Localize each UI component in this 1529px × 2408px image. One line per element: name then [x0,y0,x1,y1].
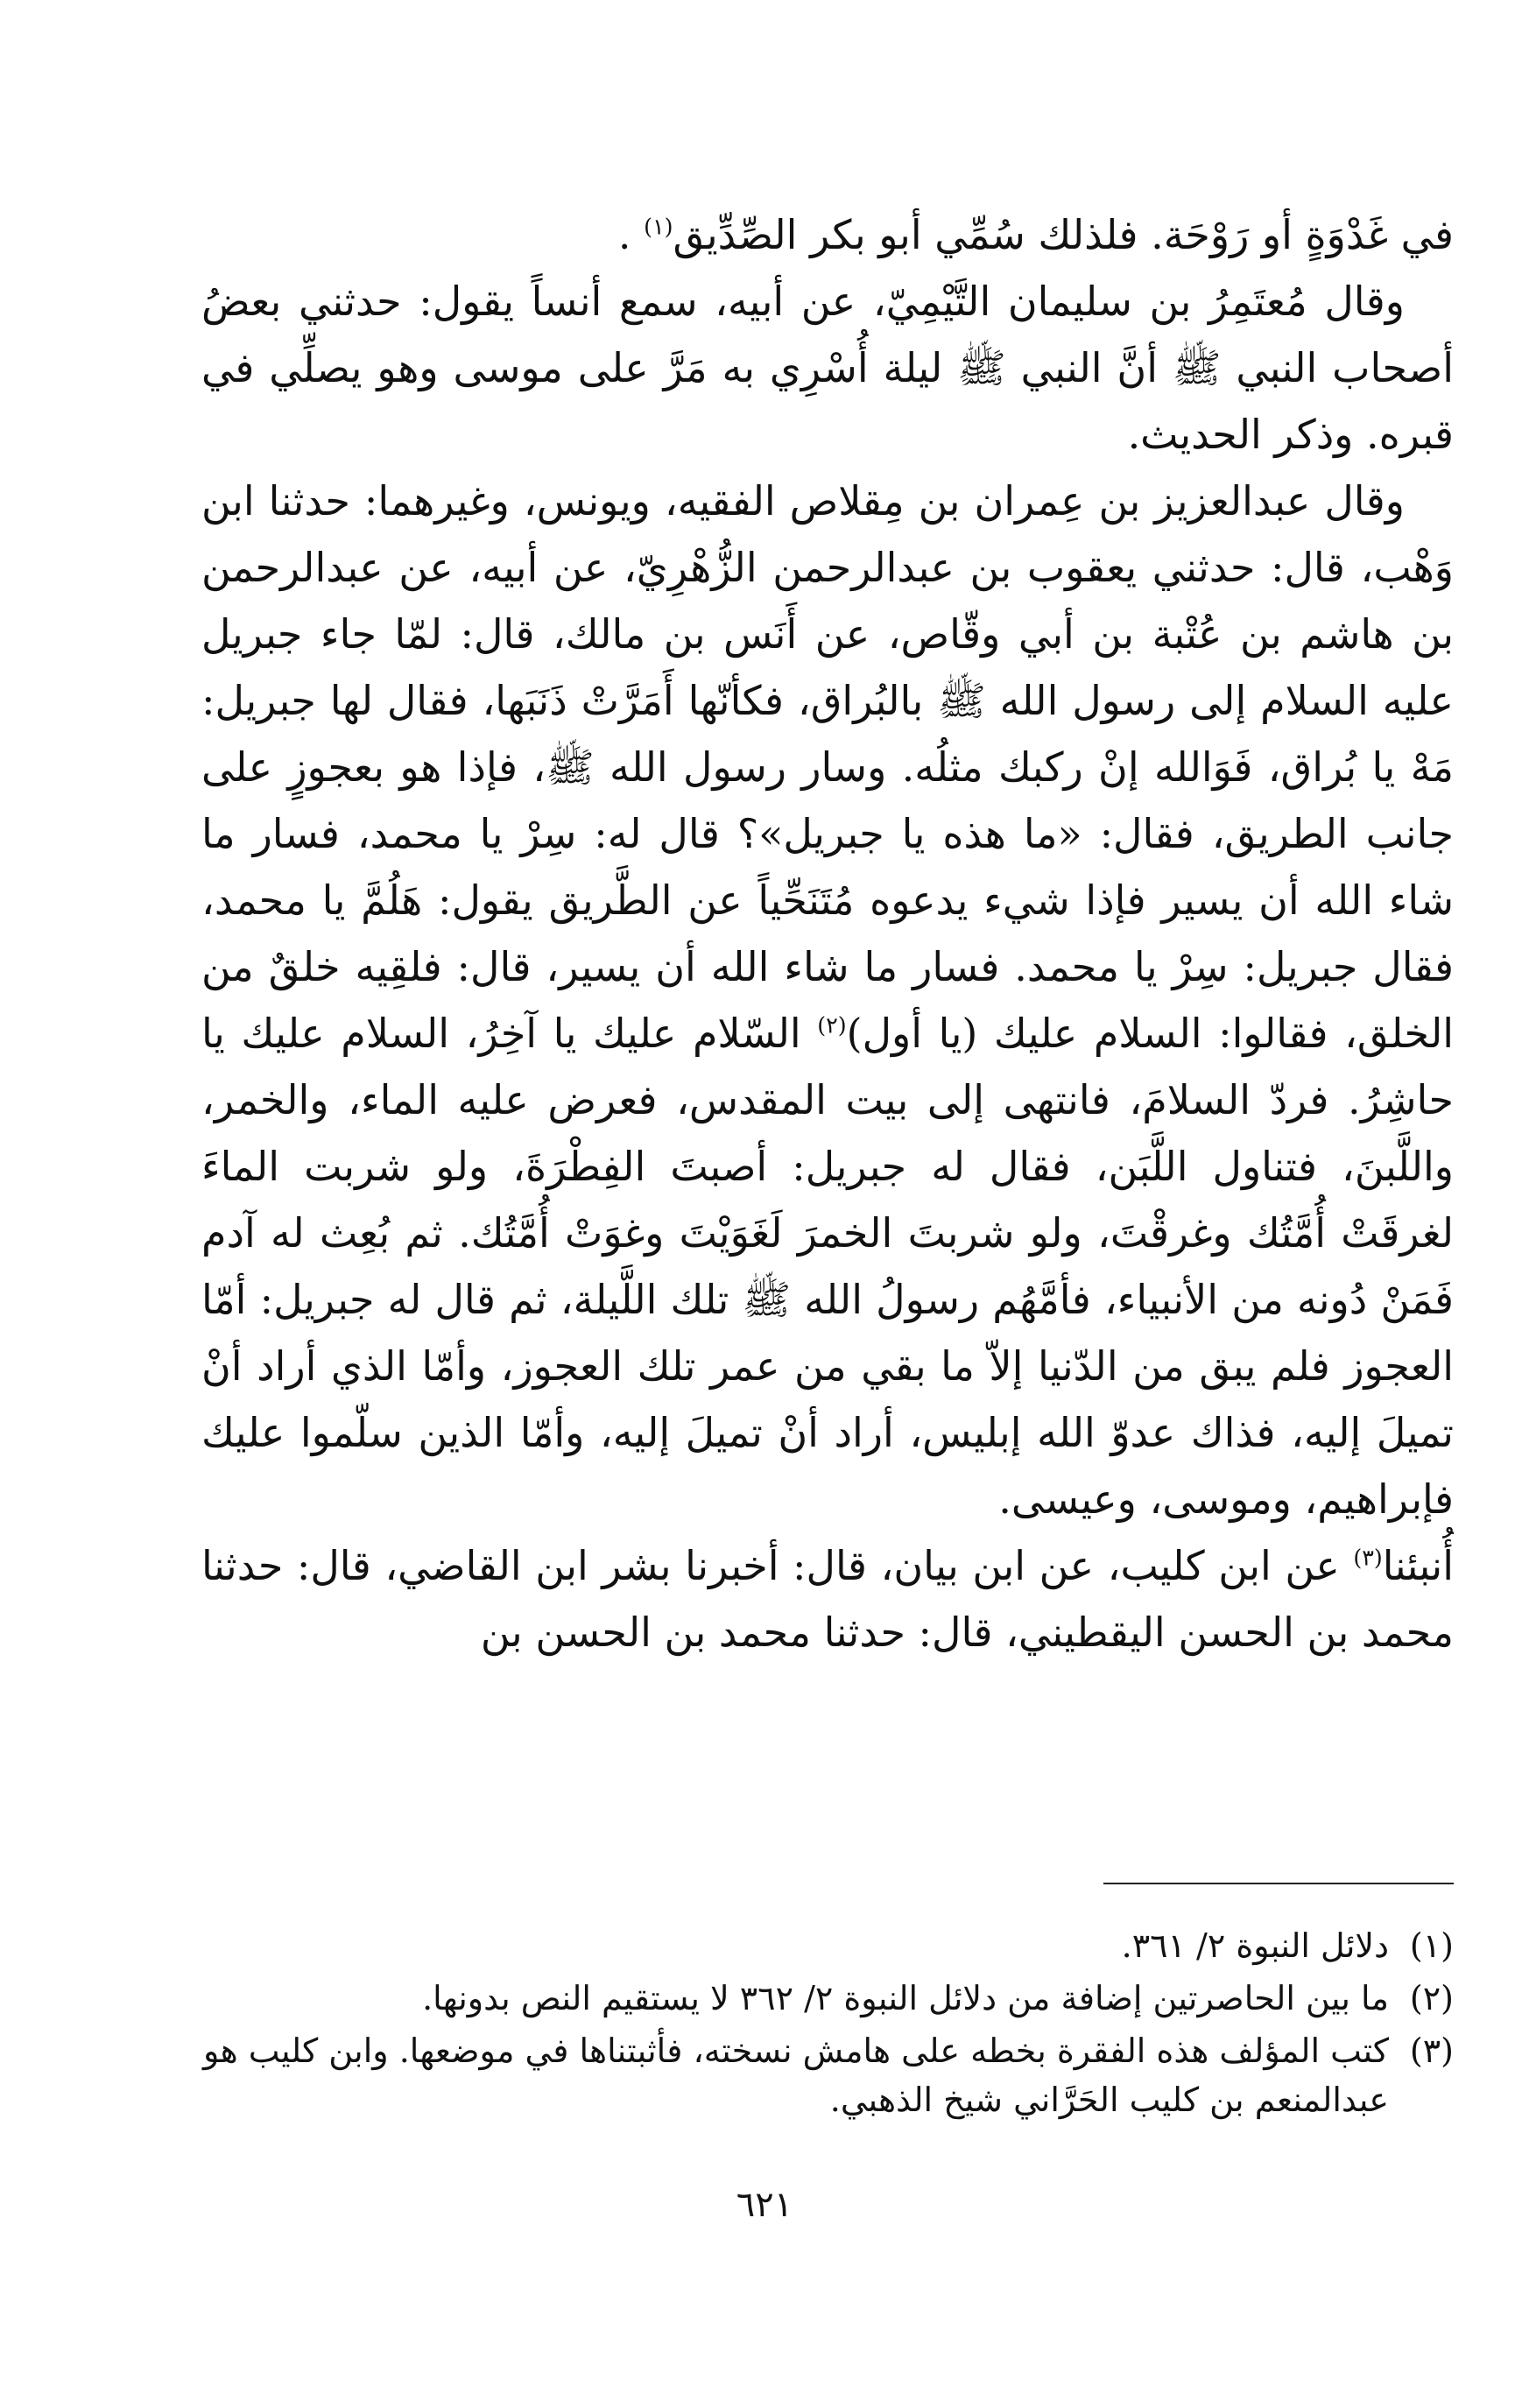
paragraph-text: . [617,211,645,258]
paragraph-4 [201,1532,1454,1665]
footnote-3 [201,2026,1454,2124]
paragraph-2 [201,268,1454,468]
footnote-1 [201,1921,1454,1970]
footnote-text: دلائل النبوة ٢/ ٣٦١. [1121,1926,1389,1965]
footnote-2 [201,1974,1454,2023]
page-number: ٦٢١ [736,2185,793,2225]
footnote-separator [1103,1883,1454,1884]
paragraph-3 [201,468,1454,1532]
page-body [201,201,1454,1665]
main-text [201,201,1454,1665]
paragraph-text: عن ابن كليب، عن ابن بيان، قال: أخبرنا بشر ابن القاضي، قال: حدثنا محمد بن الحسن اليقطيني، قال: حدثنا محمد بن الحسن بن [201,1542,1454,1656]
paragraph-text: السّلام عليك يا آخِرُ، السلام عليك يا حاشِرُ. فردّ السلامَ، فانتهى إلى بيت المقدس، فعرض عليه الماء، والخمر، واللَّبنَ، فتناول اللَّبَن، فقال له جبريل: أصبتَ الفِطْرَةَ، ولو شربت الماءَ لغرقَتْ أُمَّتُك وغرقْتَ، ولو شربتَ الخمرَ لَغَوَيْتَ وغوَتْ أُمَّتُك. ثم بُعِث له آدم فَمَنْ دُونه من الأنبياء، فأمَّهُم رسولُ الله ﷺ تلك اللَّيلة، ثم قال له جبريل: أمّا العجوز فلم يبق من الدّنيا إلاّ ما بقي من عمر تلك العجوز، وأمّا الذي أراد أنْ تميلَ إليه، فذاك عدوّ الله إبليس، أراد أنْ تميلَ إليه، وأمّا الذين سلّموا عليك فإبراهيم، وموسى، وعيسى. [201,1010,1454,1523]
footnote-number: (٢) [1409,1979,1454,2017]
paragraph-1 [201,201,1454,268]
footnote-marker-3[interactable]: (٣) [1353,1545,1383,1571]
footnote-marker-1[interactable]: (١) [644,214,673,240]
footnotes [201,1918,1454,2128]
footnote-number: (٣) [1409,2031,1454,2070]
paragraph-text: أُنبئنا [1382,1542,1454,1589]
footnote-number: (١) [1409,1926,1454,1965]
footnote-marker-2[interactable]: (٢) [817,1012,847,1039]
paragraph-text: في غَدْوَةٍ أو رَوْحَة. فلذلك سُمِّي أبو بكر الصِّدِّيق [673,211,1454,258]
paragraph-text: وقال عبدالعزيز بن عِمران بن مِقلاص الفقيه، ويونس، وغيرهما: حدثنا ابن وَهْب، قال: حدثني يعقوب بن عبدالرحمن الزُّهْرِيّ، عن أبيه، عن عبدالرحمن بن هاشم بن عُتْبة بن أبي وقّاص، عن أَنَس بن مالك، قال: لمّا جاء جبريل عليه السلام إلى رسول الله ﷺ بالبُراق، فكأنّها أَمَرَّتْ ذَنَبَها، فقال لها جبريل: مَهْ يا بُراق، فَوَالله إنْ ركبك مثلُه. وسار رسول الله ﷺ، فإذا هو بعجوزٍ على جانب الطريق، فقال: «ما هذه يا جبريل»؟ قال له: سِرْ يا محمد، فسار ما شاء الله أن يسير فإذا شيء يدعوه مُتَنَحِّياً عن الطَّريق يقول: هَلُمَّ يا محمد، فقال جبريل: سِرْ يا محمد. فسار ما شاء الله أن يسير، قال: فلقِيه خلقٌ من الخلق، فقالوا: السلام عليك (يا أول) [201,477,1454,1057]
paragraph-text: وقال مُعتَمِرُ بن سليمان التَّيْمِيّ، عن أبيه، سمع أنساً يقول: حدثني بعضُ أصحاب النبي ﷺ أنَّ النبي ﷺ ليلة أُسْرِي به مَرَّ على موسى وهو يصلِّي في قبره. وذكر الحديث. [201,278,1454,458]
footnote-text: ما بين الحاصرتين إضافة من دلائل النبوة ٢/ ٣٦٢ لا يستقيم النص بدونها. [422,1979,1389,2017]
footnote-text: كتب المؤلف هذه الفقرة بخطه على هامش نسخته، فأثبتناها في موضعها. وابن كليب هو عبدالمنعم بن كليب الحَرَّاني شيخ الذهبي. [202,2031,1389,2119]
